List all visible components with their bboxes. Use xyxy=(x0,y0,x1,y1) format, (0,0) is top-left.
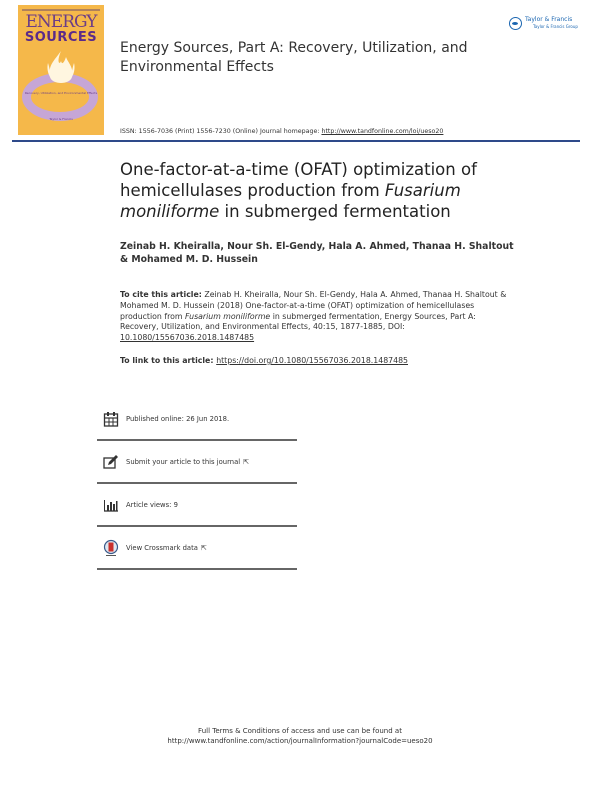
publisher-tagline: Taylor & Francis Group xyxy=(533,24,578,29)
info-divider xyxy=(97,568,297,570)
publisher-name: Taylor & Francis xyxy=(525,16,573,23)
citation-text: Zeinab H. Kheiralla, Nour Sh. El-Gendy, Hala A. Ahmed, Thanaa H. Shaltout & Mohamed M. D. Hussein (2018) One-factor-at-a-time (OFAT) optimization of hemicellulases production from xyxy=(120,290,507,321)
footer-terms-link[interactable]: http://www.tandfonline.com/action/journalInformation?journalCode=ueso20 xyxy=(167,737,433,745)
article-link-line xyxy=(120,356,408,365)
article-link-label: To link to this article: xyxy=(120,356,217,365)
external-link-icon: ⇱ xyxy=(200,543,207,552)
cover-header-line xyxy=(22,9,100,11)
article-views-row xyxy=(97,484,297,525)
published-online-label: Published online: 26 Jun 2018. xyxy=(126,414,230,423)
submit-article-label[interactable]: Submit your article to this journal xyxy=(126,457,241,466)
published-online-row xyxy=(97,398,297,439)
article-title-text: One-factor-at-a-time (OFAT) optimization of hemicellulases production from xyxy=(120,160,477,200)
footer-terms-text: Full Terms & Conditions of access and use can be found at xyxy=(198,727,402,735)
calendar-icon xyxy=(102,411,120,427)
article-title-text-end: in submerged fermentation xyxy=(219,202,451,221)
citation-species: Fusarium moniliforme xyxy=(184,311,271,321)
citation-label: To cite this article: xyxy=(120,290,202,299)
bar-chart-icon xyxy=(102,497,120,513)
issn-text: ISSN: 1556-7036 (Print) 1556-7230 (Online) Journal homepage: xyxy=(120,128,322,135)
edit-icon xyxy=(102,454,120,470)
footer xyxy=(0,726,600,746)
publisher-logo[interactable] xyxy=(509,16,578,30)
issn-line xyxy=(120,128,443,135)
external-link-icon: ⇱ xyxy=(243,457,250,466)
flame-icon xyxy=(44,49,78,89)
citation-text-end: in submerged fermentation, Energy Sources, Part A: Recovery, Utilization, and Environmental Effects, 40:15, 1877-1885, DOI: xyxy=(120,311,476,332)
publisher-logo-icon xyxy=(509,17,522,30)
cover-title-bottom: SOURCES xyxy=(24,30,98,45)
cover-title-top: ENERGY xyxy=(25,12,97,32)
article-title-species: Fusarium moniliforme xyxy=(120,181,461,221)
crossmark-row[interactable] xyxy=(97,527,297,568)
cover-subtitle: Recovery, Utilization, and Environmental Effects xyxy=(24,91,98,95)
crossmark-icon xyxy=(102,540,120,556)
submit-article-row[interactable] xyxy=(97,441,297,482)
journal-cover-image xyxy=(18,5,104,135)
article-title xyxy=(120,159,480,222)
citation-doi-link[interactable]: 10.1080/15567036.2018.1487485 xyxy=(120,333,255,343)
journal-homepage-link[interactable]: http://www.tandfonline.com/loi/ueso20 xyxy=(321,128,444,135)
header-divider xyxy=(12,140,580,142)
cover-publisher: Taylor & Francis xyxy=(49,117,73,121)
article-views-label: Article views: 9 xyxy=(126,500,178,509)
article-doi-link[interactable]: https://doi.org/10.1080/15567036.2018.1487485 xyxy=(216,356,408,365)
journal-title: Energy Sources, Part A: Recovery, Utilization, and Environmental Effects xyxy=(120,40,468,75)
crossmark-label[interactable]: View Crossmark data xyxy=(126,543,198,552)
citation-block xyxy=(120,290,510,344)
article-authors: Zeinab H. Kheiralla, Nour Sh. El-Gendy, Hala A. Ahmed, Thanaa H. Shaltout & Mohamed M. D. Hussein xyxy=(120,241,514,265)
article-info-list xyxy=(97,398,297,570)
